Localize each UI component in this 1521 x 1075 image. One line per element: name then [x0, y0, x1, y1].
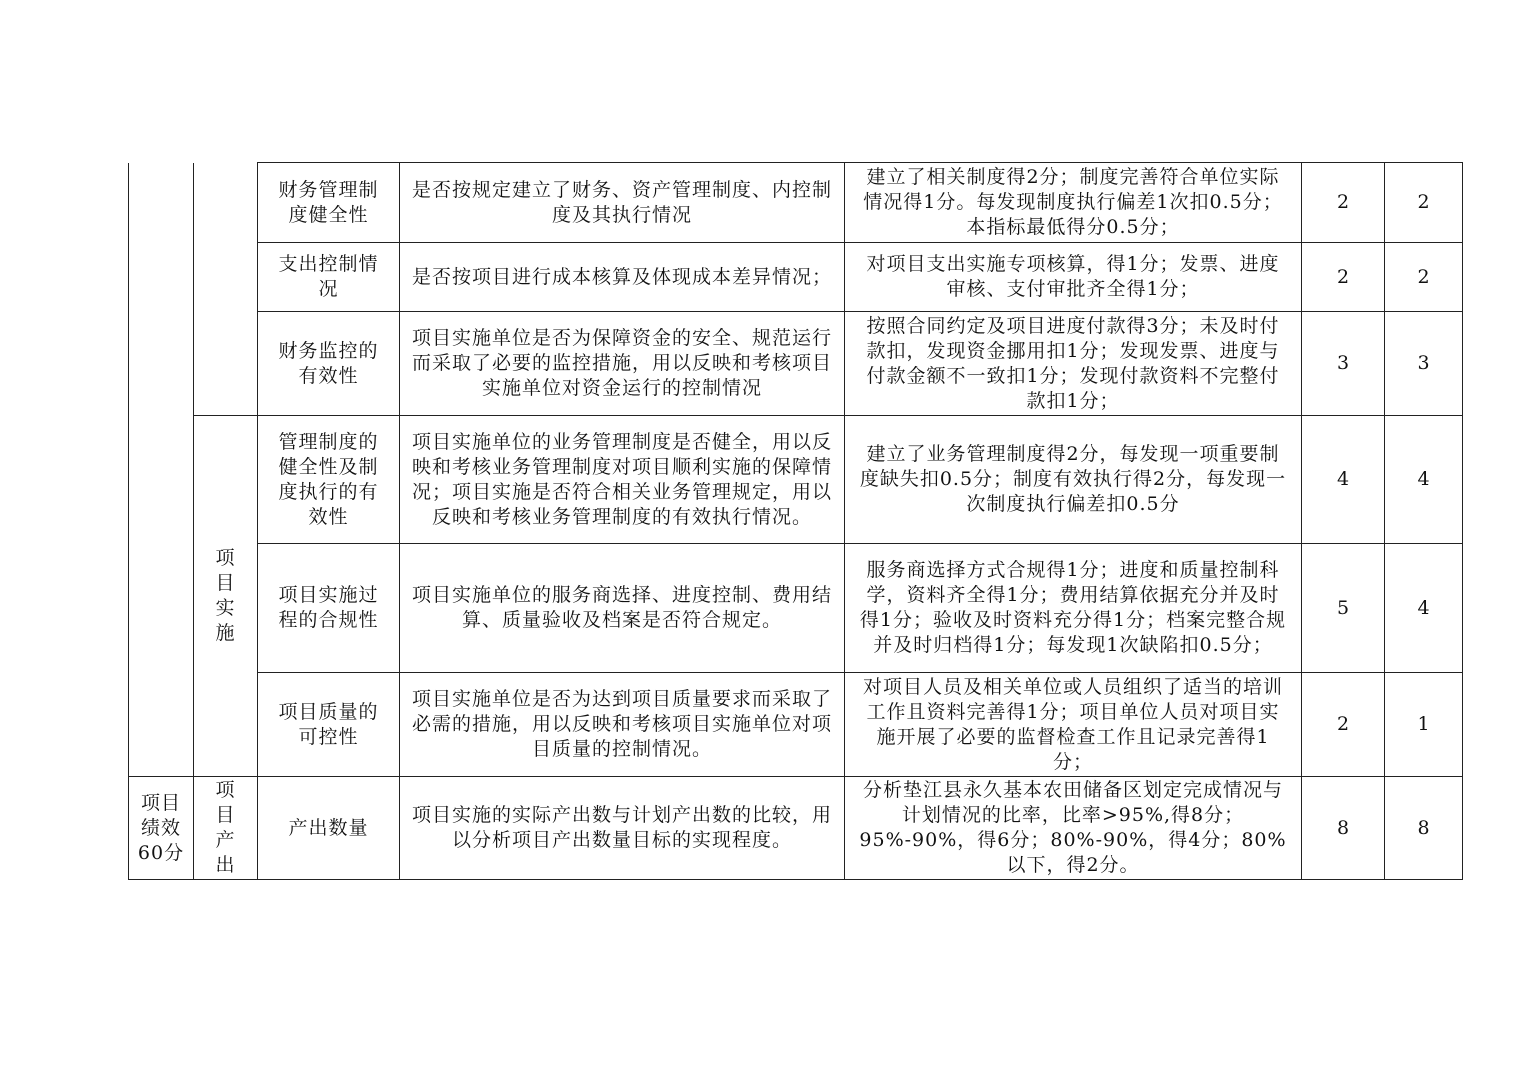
table-row: [129, 777, 1463, 880]
table-row: [129, 416, 1463, 544]
level2-cell: 项目产出: [194, 777, 258, 880]
explanation-cell: 是否按项目进行成本核算及体现成本差异情况；: [400, 243, 845, 312]
criteria-cell: 按照合同约定及项目进度付款得3分；未及时付款扣，发现资金挪用扣1分；发现发票、进度与付款金额不一致扣1分；发现付款资料不完整付款扣1分；: [845, 312, 1302, 416]
indicator-cell: 支出控制情况: [258, 243, 400, 312]
indicator-cell: 财务监控的有效性: [258, 312, 400, 416]
explanation-cell: 是否按规定建立了财务、资产管理制度、内控制度及其执行情况: [400, 163, 845, 243]
indicator-cell: 财务管理制度健全性: [258, 163, 400, 243]
weight-cell: 8: [1302, 777, 1385, 880]
score-cell: 2: [1385, 163, 1463, 243]
level2-cell-empty: [194, 163, 258, 416]
weight-cell: 4: [1302, 416, 1385, 544]
score-cell: 4: [1385, 416, 1463, 544]
table-row: [129, 544, 1463, 673]
table-row: [129, 243, 1463, 312]
score-cell: 1: [1385, 673, 1463, 777]
score-cell: 4: [1385, 544, 1463, 673]
table-row: [129, 312, 1463, 416]
level1-cell-empty: [129, 163, 194, 777]
score-cell: 8: [1385, 777, 1463, 880]
score-cell: 3: [1385, 312, 1463, 416]
weight-cell: 5: [1302, 544, 1385, 673]
criteria-cell: 服务商选择方式合规得1分；进度和质量控制科学，资料齐全得1分；费用结算依据充分并及时得1分；验收及时资料充分得1分；档案完整合规并及时归档得1分；每发现1次缺陷扣0.5分；: [845, 544, 1302, 673]
indicator-cell: 项目实施过程的合规性: [258, 544, 400, 673]
weight-cell: 3: [1302, 312, 1385, 416]
weight-cell: 2: [1302, 163, 1385, 243]
weight-cell: 2: [1302, 243, 1385, 312]
evaluation-table: [128, 162, 1463, 880]
score-cell: 2: [1385, 243, 1463, 312]
criteria-cell: 对项目支出实施专项核算，得1分；发票、进度审核、支付审批齐全得1分；: [845, 243, 1302, 312]
table-row: [129, 163, 1463, 243]
criteria-cell: 分析垫江县永久基本农田储备区划定完成情况与计划情况的比率，比率>95%,得8分；95%-90%，得6分；80%-90%，得4分；80%以下，得2分。: [845, 777, 1302, 880]
weight-cell: 2: [1302, 673, 1385, 777]
indicator-cell: 项目质量的可控性: [258, 673, 400, 777]
explanation-cell: 项目实施单位的服务商选择、进度控制、费用结算、质量验收及档案是否符合规定。: [400, 544, 845, 673]
explanation-cell: 项目实施单位是否为保障资金的安全、规范运行而采取了必要的监控措施，用以反映和考核项目实施单位对资金运行的控制情况: [400, 312, 845, 416]
explanation-cell: 项目实施单位是否为达到项目质量要求而采取了必需的措施，用以反映和考核项目实施单位对项目质量的控制情况。: [400, 673, 845, 777]
level1-cell: 项目绩效60分: [129, 777, 194, 880]
criteria-cell: 建立了相关制度得2分；制度完善符合单位实际情况得1分。每发现制度执行偏差1次扣0.5分；本指标最低得分0.5分；: [845, 163, 1302, 243]
criteria-cell: 对项目人员及相关单位或人员组织了适当的培训工作且资料完善得1分；项目单位人员对项目实施开展了必要的监督检查工作且记录完善得1分；: [845, 673, 1302, 777]
explanation-cell: 项目实施单位的业务管理制度是否健全，用以反映和考核业务管理制度对项目顺利实施的保障情况；项目实施是否符合相关业务管理规定，用以反映和考核业务管理制度的有效执行情况。: [400, 416, 845, 544]
level2-cell: 项目实施: [194, 416, 258, 777]
indicator-cell: 管理制度的健全性及制度执行的有效性: [258, 416, 400, 544]
explanation-cell: 项目实施的实际产出数与计划产出数的比较，用以分析项目产出数量目标的实现程度。: [400, 777, 845, 880]
indicator-cell: 产出数量: [258, 777, 400, 880]
criteria-cell: 建立了业务管理制度得2分，每发现一项重要制度缺失扣0.5分；制度有效执行得2分，每发现一次制度执行偏差扣0.5分: [845, 416, 1302, 544]
table-row: [129, 673, 1463, 777]
